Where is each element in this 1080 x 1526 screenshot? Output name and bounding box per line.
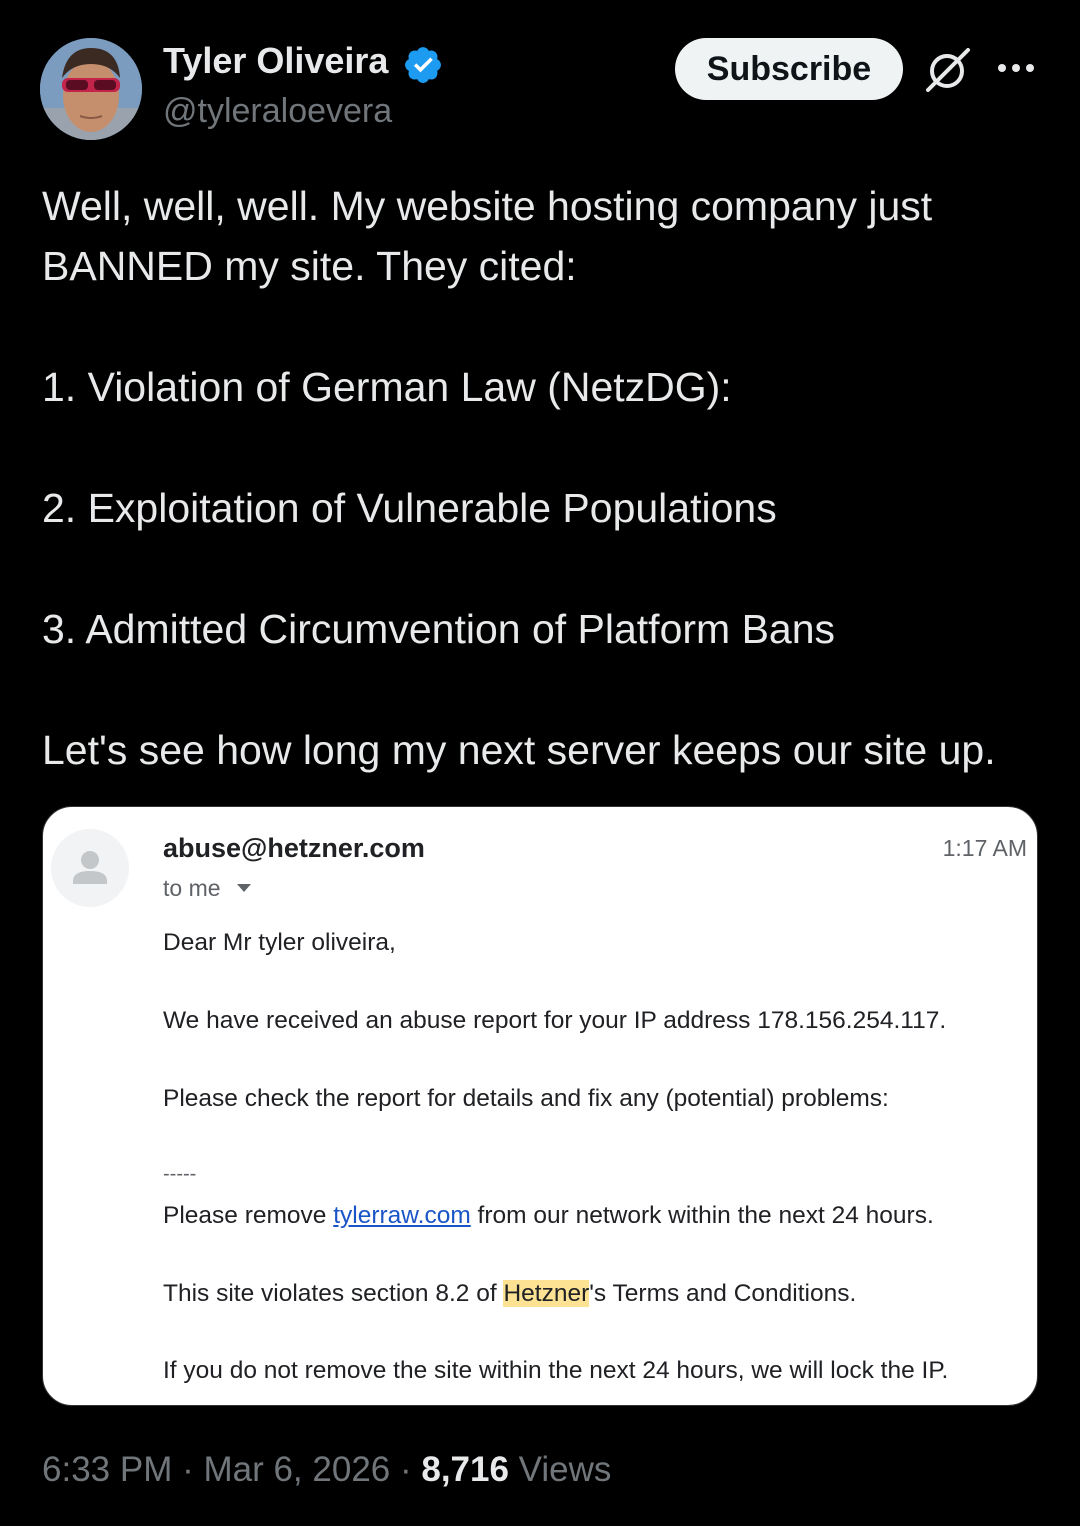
email-link[interactable]: tylerraw.com xyxy=(333,1202,471,1229)
person-icon xyxy=(51,829,129,907)
meta-separator: · xyxy=(390,1450,422,1489)
tweet-paragraph: Well, well, well. My website hosting company just BANNED my site. They cited: xyxy=(42,183,933,290)
chevron-down-icon xyxy=(237,884,251,892)
tweet-paragraph: 2. Exploitation of Vulnerable Populations xyxy=(42,485,777,532)
tweet-meta xyxy=(42,1450,611,1490)
grok-icon[interactable] xyxy=(922,44,974,96)
more-options-icon[interactable] xyxy=(996,56,1036,80)
avatar[interactable] xyxy=(40,38,142,140)
tweet-paragraph: Let's see how long my next server keeps our site up. xyxy=(42,726,996,773)
sender-email: abuse@hetzner.com xyxy=(163,833,425,863)
tweet-header xyxy=(0,0,1080,150)
email-line-report: We have received an abuse report for your IP address 178.156.254.117. xyxy=(163,1007,947,1034)
sender-avatar xyxy=(51,829,129,907)
violates-prefix: This site violates section 8.2 of xyxy=(163,1280,504,1307)
violates-suffix: 's Terms and Conditions. xyxy=(589,1280,857,1307)
email-time: 1:17 AM xyxy=(942,835,1027,861)
tweet-paragraph: 1. Violation of German Law (NetzDG): xyxy=(42,364,732,411)
meta-separator: · xyxy=(172,1450,204,1489)
tweet-date[interactable]: Mar 6, 2026 xyxy=(203,1450,391,1489)
remove-prefix: Please remove xyxy=(163,1202,334,1229)
attached-image[interactable] xyxy=(42,806,1038,1406)
remove-suffix: from our network within the next 24 hours. xyxy=(470,1202,934,1229)
email-separator: ----- xyxy=(163,1163,197,1185)
author-name[interactable]: Tyler Oliveira xyxy=(163,40,389,81)
tweet-text xyxy=(42,176,1042,780)
email-line-remove xyxy=(163,1202,934,1230)
views-label: Views xyxy=(508,1450,612,1489)
recipient-label: to me xyxy=(163,875,221,901)
tweet-time[interactable]: 6:33 PM xyxy=(42,1450,173,1489)
highlighted-text: Hetzner xyxy=(503,1280,590,1307)
email-line-lock: If you do not remove the site within the next 24 hours, we will lock the IP. xyxy=(163,1357,949,1384)
email-greeting: Dear Mr tyler oliveira, xyxy=(163,929,396,956)
tweet-paragraph: 3. Admitted Circumvention of Platform Bans xyxy=(42,605,836,652)
author-handle[interactable]: @tyleraloevera xyxy=(163,92,393,130)
views-count: 8,716 xyxy=(421,1450,509,1489)
email-line-violates xyxy=(163,1280,856,1308)
subscribe-button[interactable]: Subscribe xyxy=(675,38,903,100)
verified-badge-icon xyxy=(402,44,444,86)
email-line-check: Please check the report for details and fix any (potential) problems: xyxy=(163,1085,889,1112)
